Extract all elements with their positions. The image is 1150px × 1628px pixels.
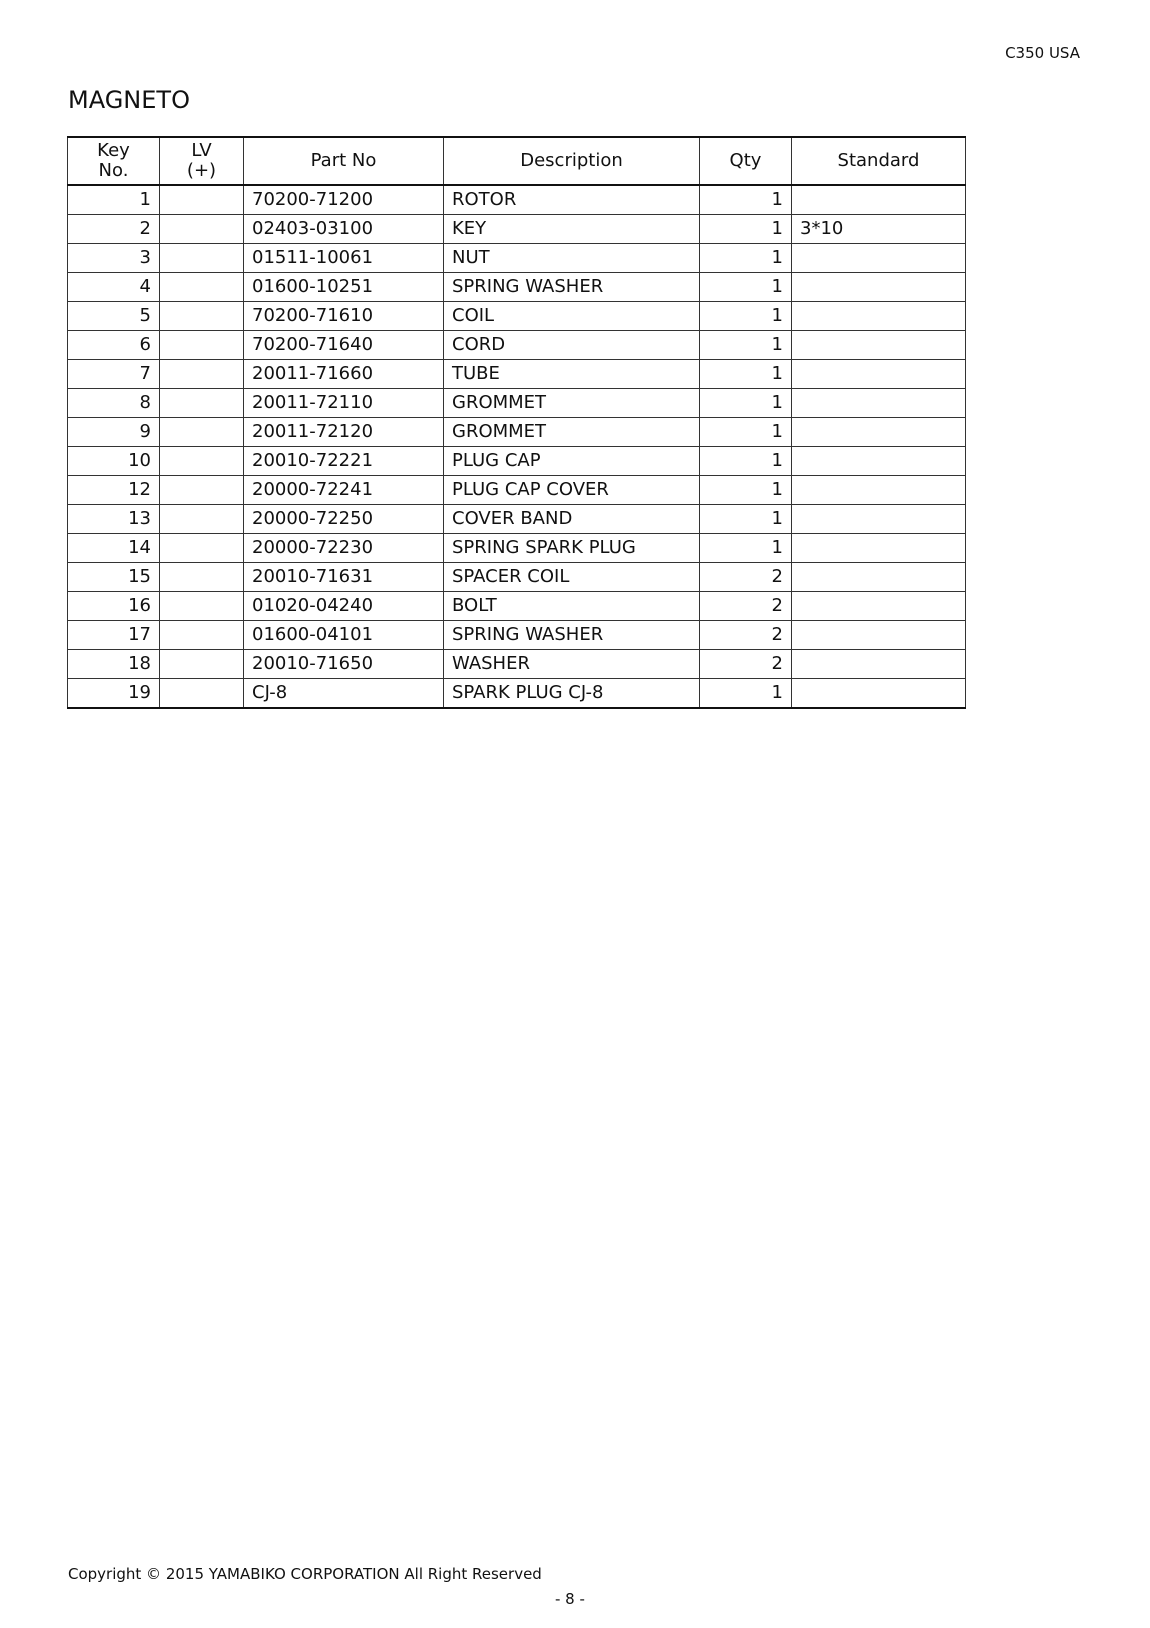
cell-key-no: 16 (68, 592, 160, 621)
cell-description: COIL (444, 302, 700, 331)
cell-part-no: 20011-72120 (244, 418, 444, 447)
cell-description: COVER BAND (444, 505, 700, 534)
table-row (68, 185, 966, 215)
table-row (68, 360, 966, 389)
cell-part-no: 20011-71660 (244, 360, 444, 389)
cell-standard (792, 185, 966, 215)
cell-description: GROMMET (444, 418, 700, 447)
model-code: C350 USA (1005, 44, 1080, 62)
cell-qty: 1 (700, 331, 792, 360)
cell-part-no: CJ-8 (244, 679, 444, 709)
cell-description: SPRING SPARK PLUG (444, 534, 700, 563)
cell-description: GROMMET (444, 389, 700, 418)
cell-qty: 1 (700, 679, 792, 709)
cell-description: TUBE (444, 360, 700, 389)
cell-standard (792, 273, 966, 302)
cell-key-no: 6 (68, 331, 160, 360)
header-standard: Standard (792, 137, 966, 185)
cell-key-no: 5 (68, 302, 160, 331)
cell-qty: 2 (700, 621, 792, 650)
header-description: Description (444, 137, 700, 185)
cell-description: PLUG CAP (444, 447, 700, 476)
cell-part-no: 20011-72110 (244, 389, 444, 418)
cell-qty: 1 (700, 418, 792, 447)
table-row (68, 534, 966, 563)
cell-lv (160, 331, 244, 360)
table-row (68, 592, 966, 621)
cell-lv (160, 621, 244, 650)
cell-standard (792, 360, 966, 389)
cell-lv (160, 244, 244, 273)
cell-lv (160, 592, 244, 621)
table-row (68, 389, 966, 418)
cell-key-no: 10 (68, 447, 160, 476)
cell-standard (792, 447, 966, 476)
cell-lv (160, 418, 244, 447)
cell-standard (792, 621, 966, 650)
page-title: MAGNETO (68, 86, 190, 114)
cell-lv (160, 215, 244, 244)
cell-part-no: 01511-10061 (244, 244, 444, 273)
table-row (68, 273, 966, 302)
cell-key-no: 8 (68, 389, 160, 418)
cell-standard (792, 244, 966, 273)
cell-description: ROTOR (444, 185, 700, 215)
table-row (68, 215, 966, 244)
cell-lv (160, 302, 244, 331)
cell-standard (792, 505, 966, 534)
cell-lv (160, 185, 244, 215)
cell-description: BOLT (444, 592, 700, 621)
cell-standard (792, 476, 966, 505)
cell-description: KEY (444, 215, 700, 244)
table-row (68, 679, 966, 709)
cell-lv (160, 679, 244, 709)
cell-lv (160, 273, 244, 302)
cell-part-no: 70200-71610 (244, 302, 444, 331)
table-row (68, 505, 966, 534)
header-lv: LV (+) (160, 137, 244, 185)
cell-description: PLUG CAP COVER (444, 476, 700, 505)
table-row (68, 563, 966, 592)
table-row (68, 476, 966, 505)
parts-table (67, 136, 966, 709)
cell-description: WASHER (444, 650, 700, 679)
cell-lv (160, 563, 244, 592)
cell-qty: 1 (700, 302, 792, 331)
cell-part-no: 20010-71631 (244, 563, 444, 592)
table-row (68, 244, 966, 273)
cell-qty: 1 (700, 534, 792, 563)
cell-key-no: 14 (68, 534, 160, 563)
cell-part-no: 01600-10251 (244, 273, 444, 302)
cell-key-no: 3 (68, 244, 160, 273)
cell-standard (792, 534, 966, 563)
cell-qty: 1 (700, 244, 792, 273)
cell-description: SPRING WASHER (444, 621, 700, 650)
cell-description: SPARK PLUG CJ-8 (444, 679, 700, 709)
cell-part-no: 20000-72241 (244, 476, 444, 505)
cell-part-no: 20010-72221 (244, 447, 444, 476)
cell-standard (792, 418, 966, 447)
cell-standard (792, 592, 966, 621)
cell-standard (792, 302, 966, 331)
cell-part-no: 02403-03100 (244, 215, 444, 244)
cell-qty: 1 (700, 360, 792, 389)
cell-qty: 2 (700, 592, 792, 621)
header-part-no: Part No (244, 137, 444, 185)
cell-standard: 3*10 (792, 215, 966, 244)
cell-key-no: 2 (68, 215, 160, 244)
cell-key-no: 4 (68, 273, 160, 302)
cell-standard (792, 389, 966, 418)
cell-lv (160, 360, 244, 389)
cell-standard (792, 650, 966, 679)
table-row (68, 621, 966, 650)
parts-table-body (68, 185, 966, 708)
table-header-row (68, 137, 966, 185)
cell-description: NUT (444, 244, 700, 273)
cell-part-no: 01020-04240 (244, 592, 444, 621)
page-number: - 8 - (555, 1590, 585, 1608)
cell-key-no: 7 (68, 360, 160, 389)
cell-qty: 1 (700, 476, 792, 505)
header-qty: Qty (700, 137, 792, 185)
cell-key-no: 9 (68, 418, 160, 447)
table-row (68, 302, 966, 331)
cell-lv (160, 650, 244, 679)
cell-lv (160, 534, 244, 563)
cell-part-no: 70200-71200 (244, 185, 444, 215)
cell-part-no: 20010-71650 (244, 650, 444, 679)
table-row (68, 650, 966, 679)
cell-key-no: 18 (68, 650, 160, 679)
cell-key-no: 19 (68, 679, 160, 709)
cell-standard (792, 679, 966, 709)
cell-qty: 1 (700, 215, 792, 244)
cell-part-no: 01600-04101 (244, 621, 444, 650)
cell-qty: 1 (700, 273, 792, 302)
cell-key-no: 17 (68, 621, 160, 650)
cell-standard (792, 331, 966, 360)
cell-lv (160, 476, 244, 505)
cell-qty: 2 (700, 650, 792, 679)
cell-qty: 1 (700, 447, 792, 476)
cell-key-no: 15 (68, 563, 160, 592)
table-row (68, 418, 966, 447)
cell-description: SPACER COIL (444, 563, 700, 592)
cell-qty: 1 (700, 505, 792, 534)
cell-qty: 1 (700, 389, 792, 418)
cell-lv (160, 447, 244, 476)
table-row (68, 331, 966, 360)
cell-part-no: 20000-72230 (244, 534, 444, 563)
cell-description: CORD (444, 331, 700, 360)
table-row (68, 447, 966, 476)
cell-qty: 1 (700, 185, 792, 215)
cell-key-no: 13 (68, 505, 160, 534)
cell-description: SPRING WASHER (444, 273, 700, 302)
cell-lv (160, 389, 244, 418)
cell-lv (160, 505, 244, 534)
header-key-no: Key No. (68, 137, 160, 185)
cell-standard (792, 563, 966, 592)
cell-part-no: 70200-71640 (244, 331, 444, 360)
copyright-notice: Copyright © 2015 YAMABIKO CORPORATION All Right Reserved (68, 1565, 542, 1583)
cell-part-no: 20000-72250 (244, 505, 444, 534)
cell-qty: 2 (700, 563, 792, 592)
cell-key-no: 12 (68, 476, 160, 505)
cell-key-no: 1 (68, 185, 160, 215)
